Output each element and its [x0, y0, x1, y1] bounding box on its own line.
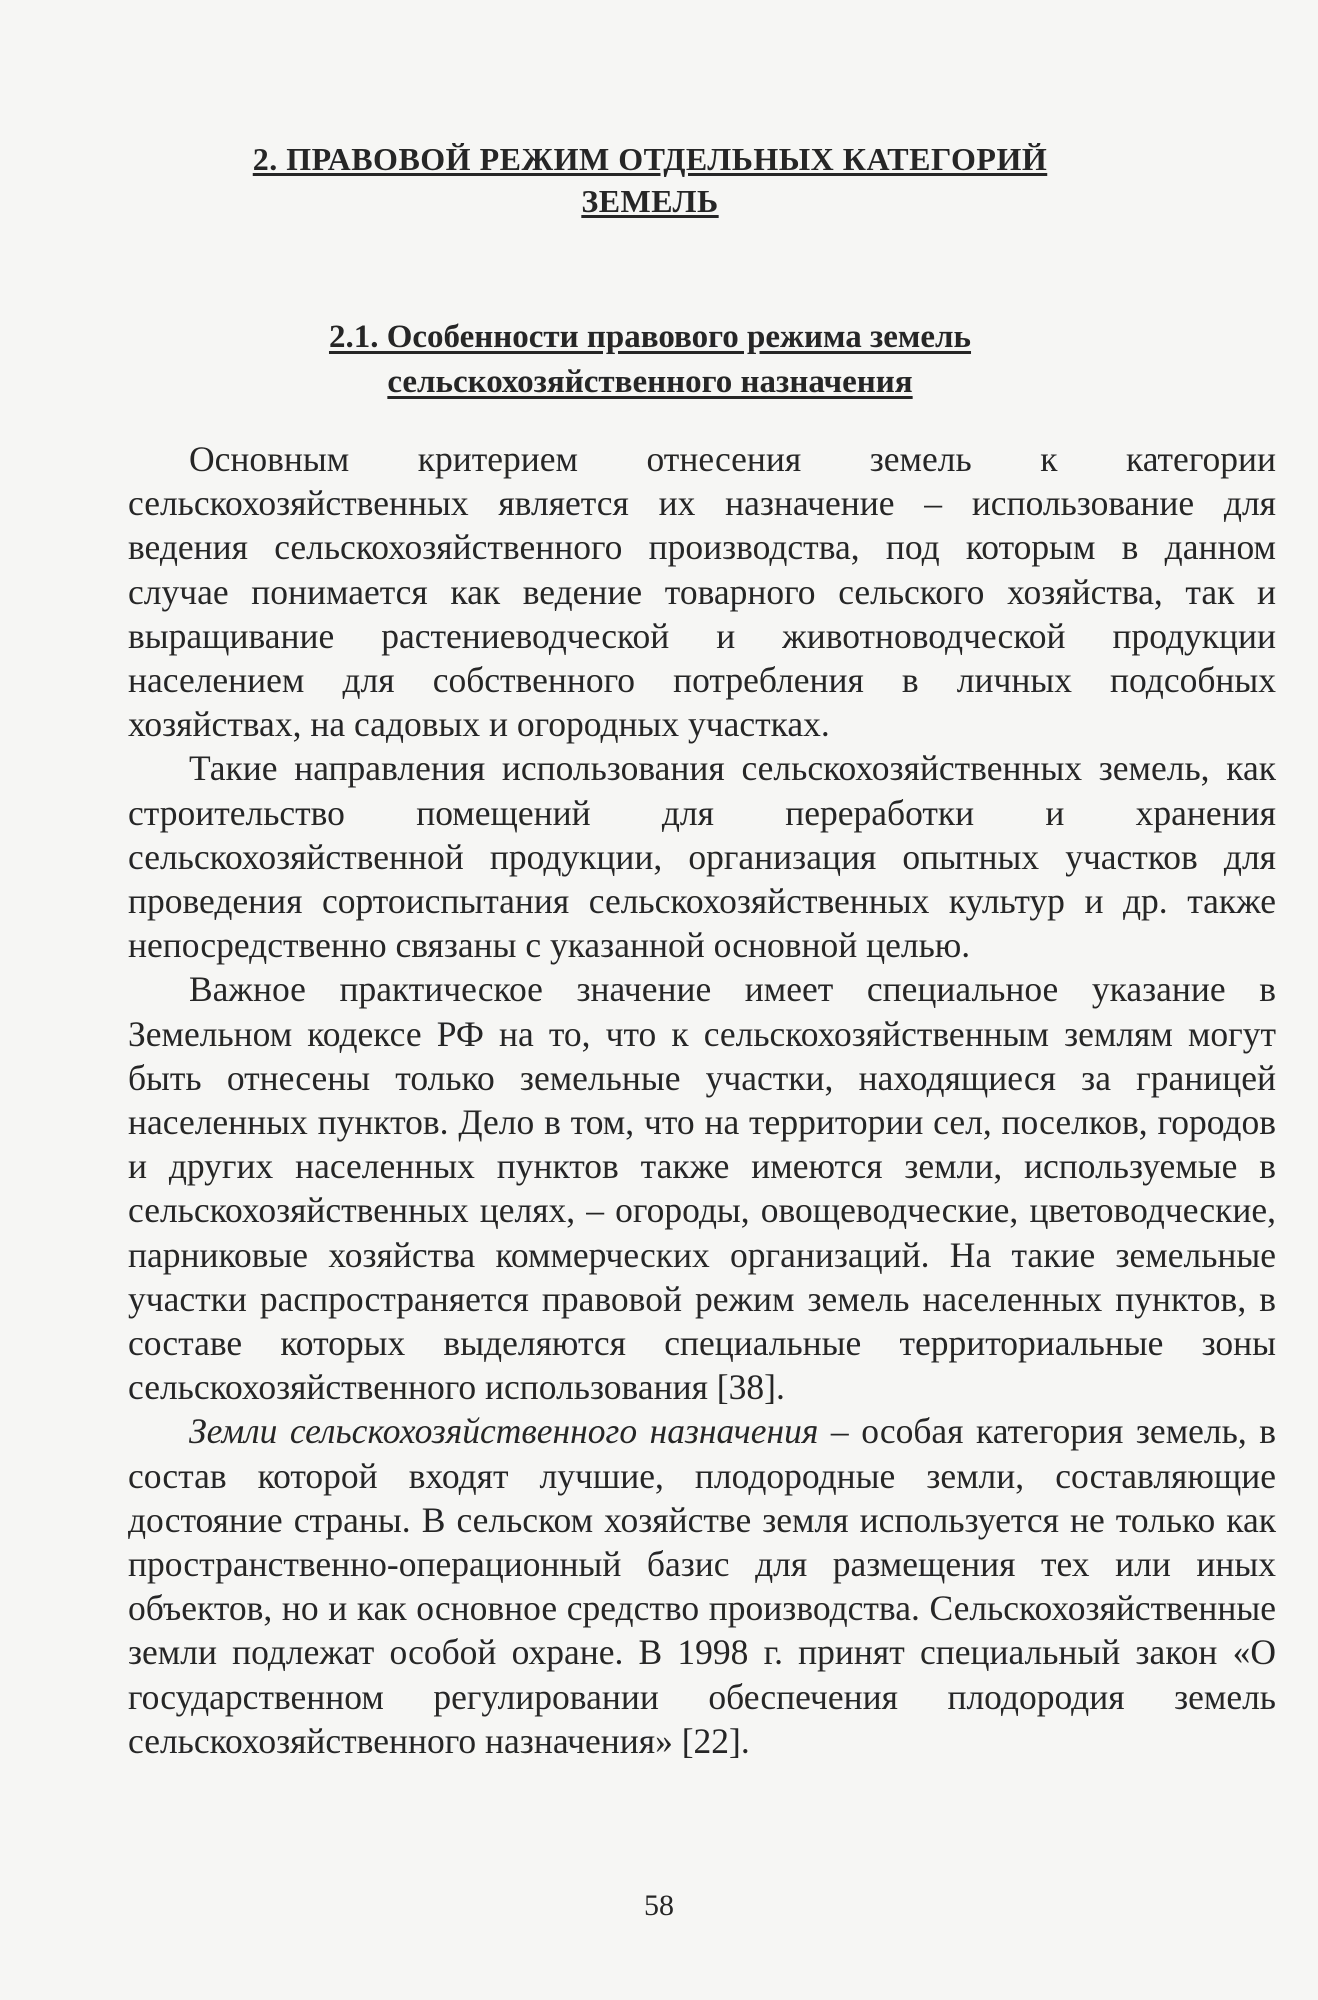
page-number: 58 [644, 1889, 674, 1922]
section-title-line-2: сельскохозяйственного назначения [387, 364, 913, 400]
section-title-line-1: 2.1. Особенности правового режима земель [328, 319, 972, 355]
chapter-title-line-1: 2. ПРАВОВОЙ РЕЖИМ ОТДЕЛЬНЫХ КАТЕГОРИЙ [252, 141, 1048, 177]
defined-term: Земли сельскохозяйственного назначения [189, 1411, 819, 1452]
body-text [128, 437, 1276, 1763]
section-title [200, 315, 1100, 405]
chapter-title [200, 138, 1100, 222]
paragraph-4 [128, 1409, 1276, 1763]
paragraph-3: Важное практическое значение имеет специальное указание в Земельном кодексе РФ на то, что к сельскохозяйственным землям могут быть отнесены только земельные участки, находящиеся за границей населенных пунктов. Дело в том, что на территории сел, поселков, городов и других населенных пунктов также имеются земли, используемые в сельскохозяйственных целях, – огороды, овощеводческие, цветоводческие, парниковые хозяйства коммерческих организаций. На такие земельные участки распространяется правовой режим земель населенных пунктов, в составе которых выделяются специальные территориальные зоны сельскохозяйственного использования [38]. [128, 969, 1276, 1408]
paragraph-2: Такие направления использования сельскохозяйственных земель, как строительство помещений для переработки и хранения сельскохозяйственной продукции, организация опытных участков для проведения сортоиспытания сельскохозяйственных культур и др. также непосредственно связаны с указанной основной целью. [128, 748, 1276, 966]
paragraph-4-text: – особая категория земель, в состав которой входят лучшие, плодородные земли, составляющие достояние страны. В сельском хозяйстве земля используется не только как пространственно-операционный базис для размещения тех или иных объектов, но и как основное средство производства. Сельскохозяйственные земли подлежат особой охране. В 1998 г. принят специальный закон «О государственном регулировании обеспечения плодородия земель сельскохозяйственного назначения» [22]. [128, 1411, 1277, 1761]
paragraph-1: Основным критерием отнесения земель к категории сельскохозяйственных является их назначение – использование для ведения сельскохозяйственного производства, под которым в данном случае понимается как ведение товарного сельского хозяйства, так и выращивание растениеводческой и животноводческой продукции населением для собственного потребления в личных подсобных хозяйствах, на садовых и огородных участках. [128, 439, 1276, 745]
chapter-title-line-2: ЗЕМЕЛЬ [581, 183, 719, 219]
